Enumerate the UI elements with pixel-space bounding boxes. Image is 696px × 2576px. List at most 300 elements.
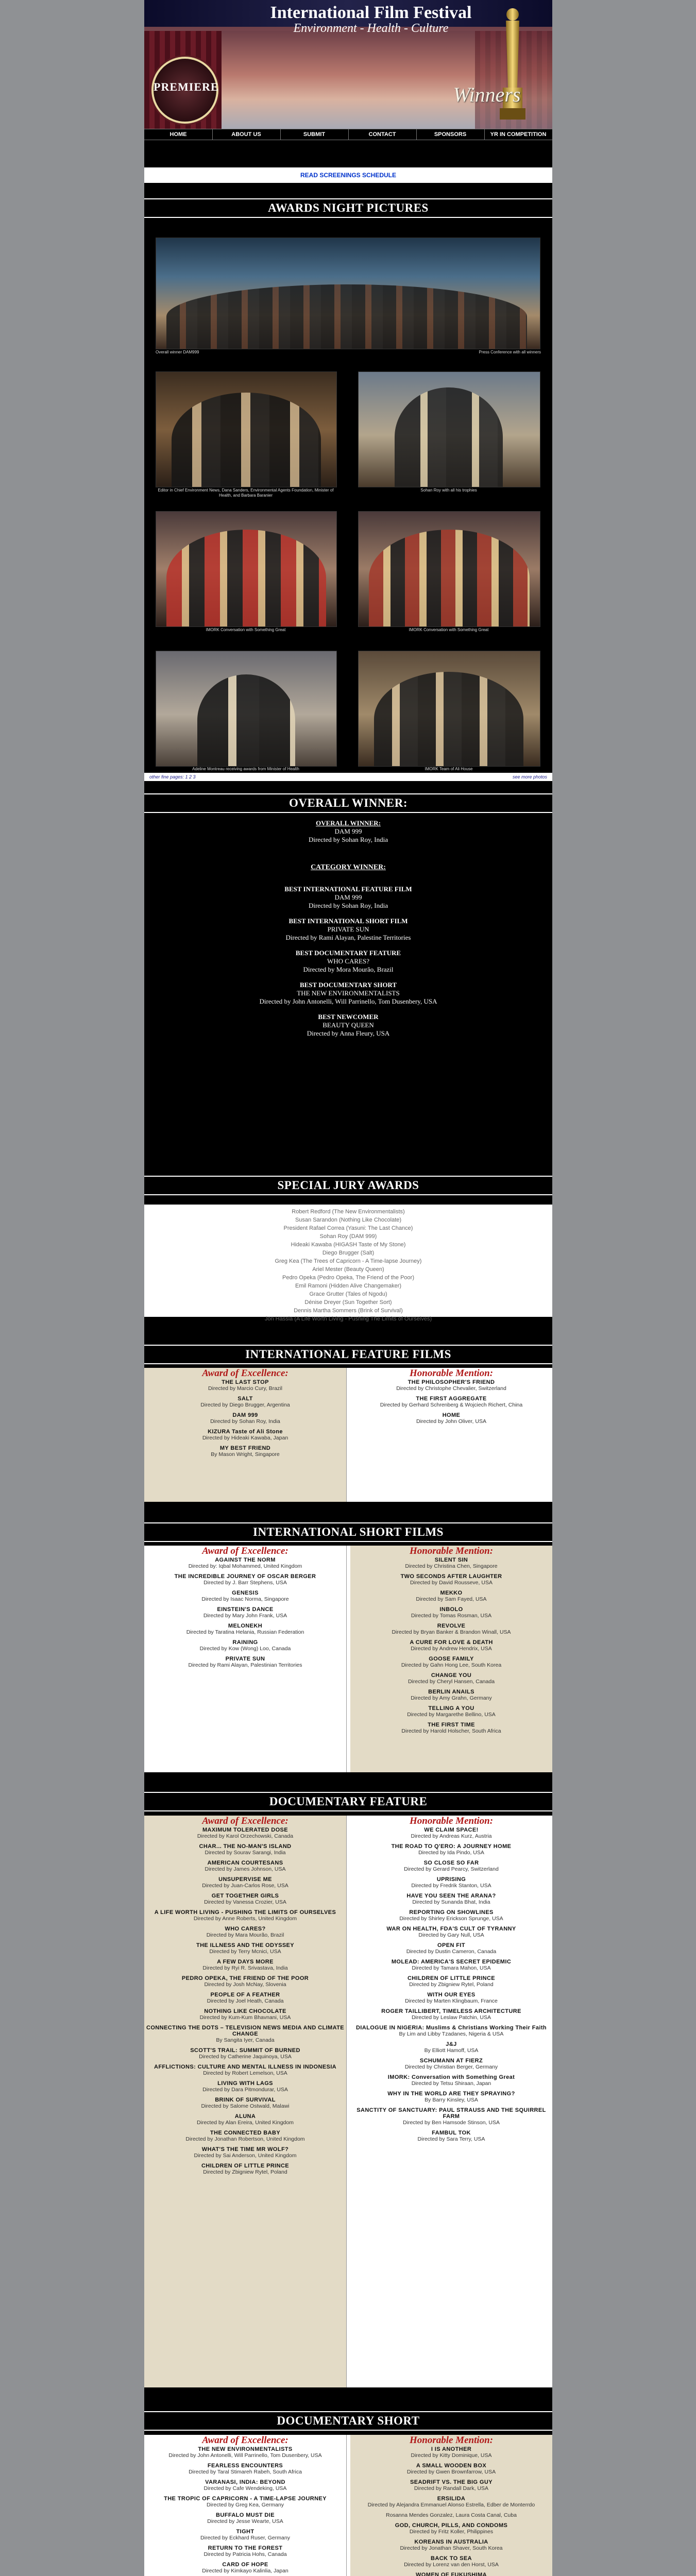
festival-banner (144, 0, 552, 129)
film-director: Directed by Tamara Mahon, USA (412, 1965, 491, 1971)
film-director: Directed by David Rousseve, USA (410, 1580, 493, 1586)
gallery-caption-5: IMORK Conversation with Something Great (206, 628, 286, 632)
film-entry (144, 2097, 346, 2109)
film-entry (144, 2512, 346, 2524)
film-entry (350, 1656, 552, 1668)
film-director: Directed by Joel Heath, Canada (207, 1998, 284, 2004)
film-title: DAM 999 (232, 1412, 258, 1418)
gallery-pages-link[interactable]: other fine pages: 1 2 3 (149, 774, 196, 779)
awards-section-body (144, 1816, 552, 2387)
gallery-photo-5[interactable] (358, 511, 540, 627)
winner-film: PRIVATE SUN (327, 925, 369, 933)
film-entry (144, 2529, 346, 2541)
film-title: SALT (237, 1396, 253, 1402)
photo-figures (166, 530, 326, 626)
winner-director: Directed by Anna Fleury, USA (307, 1029, 390, 1037)
nav-about-us[interactable]: ABOUT US (212, 129, 281, 140)
honorable-mention-heading: Honorable Mention: (409, 1368, 494, 1379)
film-title: MOLEAD: AMERICA'S SECRET EPIDEMIC (391, 1959, 512, 1965)
film-director: Directed by Sam Fayed, USA (416, 1596, 487, 1602)
category-winner-label: CATEGORY WINNER: (311, 863, 386, 871)
film-director: By Lim and Libby Tzadanes, Nigeria & USA (399, 2031, 504, 2037)
film-director: Directed by Sunanda Bhat, India (412, 1899, 490, 1905)
jury-award-item: Sohan Roy (DAM 999) (319, 1233, 377, 1240)
film-title: REPORTING ON SHOWLINES (409, 1909, 494, 1916)
photo-figures (395, 387, 503, 487)
film-entry (144, 1573, 346, 1586)
film-title: CHILDREN OF LITTLE PRINCE (407, 1975, 496, 1981)
film-director: Directed by Ida Pindo, USA (418, 1850, 484, 1856)
jury-award-item: Greg Kea (The Trees of Capricorn - A Time-lapse Journey) (275, 1258, 422, 1264)
film-entry (350, 1843, 552, 1856)
film-entry (144, 1396, 346, 1408)
film-title: A SMALL WOODEN BOX (416, 2463, 487, 2469)
jury-award-item: Grace Grutter (Tales of Ngodu) (309, 1291, 387, 1297)
film-title: MELONEKH (228, 1623, 263, 1629)
see-more-photos-link[interactable]: see more photos (512, 774, 547, 779)
film-director: Directed by Kimkayo Kalinlia, Japan (202, 2568, 288, 2574)
film-entry (350, 1942, 552, 1955)
gallery-caption-2: Press Conference with all winners (479, 350, 541, 354)
film-entry (144, 2064, 346, 2076)
film-entry (350, 1705, 552, 1718)
film-title: THE FIRST TIME (428, 1722, 475, 1728)
film-title: AFFLICTIONS: CULTURE AND MENTAL ILLNESS IN INDONESIA (154, 2064, 337, 2070)
film-director: Directed by Sourav Sarangi, India (205, 1850, 286, 1856)
film-director: Directed by Kow (Wong) Loo, Canada (199, 1646, 291, 1652)
jury-award-item: Dennis Martha Sommers (Brink of Survival) (294, 1308, 403, 1314)
film-entry (350, 2479, 552, 2492)
film-director: Directed by Leslaw Patchin, USA (411, 2014, 491, 2021)
festival-subtitle: Environment - Health - Culture (293, 22, 449, 35)
jury-award-item: Hideaki Kawaba (HIGASH Taste of My Stone) (291, 1242, 406, 1248)
left-column (144, 1368, 347, 1502)
award-of-excellence-heading: Award of Excellence: (202, 1546, 288, 1556)
film-title: PRIVATE SUN (225, 1656, 265, 1662)
gallery-caption-1: Overall winner DAM999 (156, 350, 199, 354)
film-title: GENESIS (232, 1590, 259, 1596)
film-title: WHAT'S THE TIME MR WOLF? (201, 2146, 289, 2153)
festival-seal-logo (151, 57, 218, 124)
film-title: REVOLVE (437, 1623, 466, 1629)
film-director: Directed by Christian Berger, Germany (404, 2064, 498, 2070)
film-entry (350, 1860, 552, 1872)
film-entry (350, 2025, 552, 2037)
film-director: Directed by Hideaki Kawaba, Japan (202, 1435, 288, 1441)
film-director: Directed by Jesse Wearte, USA (207, 2518, 283, 2524)
gallery-footer (144, 773, 552, 781)
film-entry (144, 1623, 346, 1635)
film-entry (350, 1926, 552, 1938)
film-director: Directed by Alan Ereira, United Kingdom (197, 2120, 294, 2126)
film-title: PEDRO OPEKA, THE FRIEND OF THE POOR (181, 1975, 309, 1981)
film-director: Directed by Margarethe Bellino, USA (407, 1711, 496, 1718)
film-director: Directed by Mary John Frank, USA (203, 1613, 287, 1619)
film-entry (144, 2446, 346, 2459)
photo-figures (197, 674, 295, 766)
film-entry (350, 1876, 552, 1889)
nav-contact[interactable]: CONTACT (348, 129, 417, 140)
film-entry (350, 1959, 552, 1971)
film-director: Directed by Catherine Jaquinoya, USA (199, 2054, 292, 2060)
film-entry (144, 2113, 346, 2126)
jury-award-item: Jon Hassla (A Life Worth Living - Pushing The Limits of Ourselves) (264, 1316, 432, 1322)
film-entry (144, 1429, 346, 1441)
special-jury-list (144, 1205, 552, 1322)
film-entry (144, 2163, 346, 2175)
film-title: SCOTT'S TRAIL: SUMMIT OF BURNED (190, 2047, 300, 2054)
main-nav (144, 129, 552, 140)
film-director: Directed by Eckhard Ruser, Germany (200, 2535, 290, 2541)
jury-award-item: Robert Redford (The New Environmentalists) (292, 1209, 405, 1215)
film-director: Directed by Dustin Cameron, Canada (406, 1948, 497, 1955)
winner-director: Directed by Rami Alayan, Palestine Territories (285, 934, 411, 941)
film-entry (350, 1379, 552, 1392)
photo-gallery (144, 219, 552, 773)
film-entry (144, 1412, 346, 1425)
section-header: INTERNATIONAL FEATURE FILMS (144, 1345, 552, 1364)
film-director: Directed by Jonathan Robertson, United Kingdom (185, 2136, 305, 2142)
film-title: CHILDREN OF LITTLE PRINCE (201, 2163, 290, 2169)
right-column (350, 1546, 552, 1772)
jury-award-item: Emil Ramoni (Hidden Alive Changemaker) (295, 1283, 402, 1289)
film-entry (144, 1909, 346, 1922)
film-entry (350, 1672, 552, 1685)
film-director: Directed by Kum-Kum Bhavnani, USA (199, 2014, 291, 2021)
film-title: GOD, CHURCH, PILLS, AND CONDOMS (395, 2522, 508, 2529)
film-title: BACK TO SEA (431, 2555, 472, 2562)
film-title: A FEW DAYS MORE (217, 1959, 274, 1965)
winner-director: Directed by Sohan Roy, India (308, 902, 388, 909)
film-director: Directed by Gerard Pearcy, Switzerland (404, 1866, 499, 1872)
honorable-mention-heading: Honorable Mention: (409, 1816, 494, 1826)
film-title: FAMBUL TOK (432, 2130, 471, 2136)
jury-award-item: Diego Brugger (Salt) (322, 1250, 375, 1256)
jury-award-item: Dénise Dreyer (Sun Together Sort) (304, 1299, 392, 1306)
film-entry (144, 2080, 346, 2093)
gallery-caption-4: Sohan Roy with all his trophies (420, 488, 477, 493)
film-title: IMORK: Conversation with Something Great (387, 2074, 515, 2080)
film-director: Directed by Sohan Roy, India (210, 1418, 280, 1425)
film-entry (350, 1606, 552, 1619)
film-director: Directed by Fredrik Stanton, USA (411, 1883, 491, 1889)
section-header-awards-night: AWARDS NIGHT PICTURES (144, 198, 552, 218)
film-entry (350, 2091, 552, 2103)
film-entry (144, 2025, 346, 2043)
film-entry (350, 2512, 552, 2518)
winner-category-label: BEST NEWCOMER (318, 1013, 379, 1021)
film-title: THE ROAD TO Q'ERO: A JOURNEY HOME (391, 1843, 512, 1850)
film-director: Directed by Salome Ostwald, Malawi (201, 2103, 290, 2109)
film-entry (144, 2545, 346, 2557)
film-entry (144, 2047, 346, 2060)
film-entry (144, 1639, 346, 1652)
film-title: WHO CARES? (225, 1926, 266, 1932)
film-title: THE CONNECTED BABY (210, 2130, 281, 2136)
photo-figures (166, 284, 527, 349)
overall-winner-director: Directed by Sohan Roy, India (308, 836, 388, 843)
honorable-mention-heading: Honorable Mention: (409, 1546, 494, 1556)
film-title: KIZURA Taste of Ali Stone (208, 1429, 283, 1435)
film-entry (144, 2008, 346, 2021)
section-header-overall-winner: OVERALL WINNER: (144, 793, 552, 813)
film-title: PEOPLE OF A FEATHER (210, 1992, 280, 1998)
film-title: HAVE YOU SEEN THE ARANA? (406, 1893, 496, 1899)
film-title: RETURN TO THE FOREST (208, 2545, 283, 2551)
announcement-bar (144, 167, 552, 183)
film-title: GET TOGETHER GIRLS (211, 1893, 279, 1899)
film-title: VARANASI, INDIA: BEYOND (205, 2479, 285, 2485)
nav-home[interactable]: HOME (144, 129, 213, 140)
film-title: CHAR... THE NO-MAN'S ISLAND (199, 1843, 292, 1850)
film-entry (144, 1656, 346, 1668)
film-entry (144, 1379, 346, 1392)
film-entry (350, 1623, 552, 1635)
film-entry (144, 1959, 346, 1971)
section-header: INTERNATIONAL SHORT FILMS (144, 1522, 552, 1542)
gallery-caption-8: IMORK Team of Ali House (425, 767, 473, 771)
film-director: Directed by Zbigniew Rytel, Poland (203, 2169, 287, 2175)
film-director: Directed by Taratina Helania, Russian Federation (186, 1629, 304, 1635)
page-container (144, 0, 552, 2576)
film-director: Directed by Amy Grahn, Germany (411, 1695, 492, 1701)
film-entry (350, 1722, 552, 1734)
film-entry (350, 2130, 552, 2142)
film-entry (144, 1590, 346, 1602)
gallery-caption-3: Editor in Chief Environment News, Dana Sanders, Environmental Agents Foundation, Minister of Health, and Barbara Baranier (158, 488, 334, 498)
honorable-mention-heading: Honorable Mention: (409, 2435, 494, 2446)
film-director: Directed by: Iqbal Mohammed, United Kingdom (188, 1563, 302, 1569)
film-entry (144, 1942, 346, 1955)
film-entry (350, 2572, 552, 2576)
gallery-photo-6[interactable] (156, 651, 337, 767)
film-entry (350, 2107, 552, 2126)
film-entry (350, 2555, 552, 2568)
film-director: Directed by James Johnson, USA (205, 1866, 286, 1872)
festival-title: International Film Festival (270, 3, 472, 22)
photo-figures (374, 672, 523, 766)
film-entry (144, 2496, 346, 2508)
jury-award-item: Pedro Opeka (Pedro Opeka, The Friend of the Poor) (282, 1275, 414, 1281)
section-header-special-jury: SPECIAL JURY AWARDS (144, 1176, 552, 1195)
winner-category-label: BEST INTERNATIONAL SHORT FILM (288, 917, 408, 925)
film-entry (350, 2539, 552, 2551)
jury-award-item: President Rafael Correa (Yasuni: The Last Chance) (283, 1225, 413, 1231)
film-entry (350, 2522, 552, 2535)
film-title: CARD OF HOPE (222, 2562, 268, 2568)
film-entry (350, 1573, 552, 1586)
film-entry (350, 1639, 552, 1652)
right-column (350, 1368, 552, 1502)
film-director: Directed by Marcio Cury, Brazil (208, 1385, 282, 1392)
left-column (144, 1816, 347, 2387)
film-entry (350, 2008, 552, 2021)
awards-section-body (144, 1546, 552, 1772)
gallery-photo-1[interactable] (156, 238, 540, 349)
film-entry (144, 2130, 346, 2142)
film-director: By Elliott Hamoff, USA (424, 2047, 479, 2054)
awards-section-body (144, 2435, 552, 2576)
film-entry (144, 2562, 346, 2574)
film-director: Directed by Patricia Hohs, Canada (203, 2551, 287, 2557)
jury-award-item: Susan Sarandon (Nothing Like Chocolate) (295, 1217, 402, 1223)
film-title: WOMEN OF FUKUSHIMA (416, 2572, 487, 2576)
nav-yr-in-competition[interactable]: YR IN COMPETITION (490, 131, 547, 138)
film-director: Directed by Anne Roberts, United Kingdom (193, 1916, 297, 1922)
gallery-photo-4[interactable] (156, 511, 337, 627)
film-title: UNSUPERVISE ME (218, 1876, 272, 1883)
winner-director: Directed by John Antonelli, Will Parrinello, Tom Dusenbery, USA (259, 997, 437, 1005)
film-title: LIVING WITH LAGS (217, 2080, 273, 2087)
film-title: HOME (442, 1412, 461, 1418)
nav-sponsors[interactable]: SPONSORS (416, 129, 485, 140)
film-title: ALUNA (234, 2113, 256, 2120)
film-director: Directed by Randall Dark, USA (414, 2485, 489, 2492)
winner-film: DAM 999 (334, 893, 362, 901)
film-entry (350, 1909, 552, 1922)
screenings-schedule-link[interactable]: READ SCREENINGS SCHEDULE (300, 172, 397, 179)
film-entry (350, 2074, 552, 2087)
gallery-caption-7: Adeline Montreau receiving awards from Minister of Health (192, 767, 299, 771)
film-title: INBOLO (439, 1606, 463, 1613)
gallery-photo-3[interactable] (358, 371, 540, 487)
gallery-caption-6: IMORK Conversation with Something Great (409, 628, 489, 632)
film-entry (144, 1975, 346, 1988)
photo-figures (172, 393, 321, 487)
film-director: Directed by Marten Klingbaum, France (405, 1998, 498, 2004)
film-title: TWO SECONDS AFTER LAUGHTER (400, 1573, 502, 1580)
film-director: Directed by Cheryl Hansen, Canada (408, 1679, 495, 1685)
winner-director: Directed by Mora Mourão, Brazil (303, 965, 394, 973)
film-title: A CURE FOR LOVE & DEATH (410, 1639, 493, 1646)
film-title: WHY IN THE WORLD ARE THEY SPRAYING? (387, 2091, 515, 2097)
winners-panel (144, 814, 552, 1113)
film-director: Directed by Rami Alayan, Palestinian Territories (188, 1662, 302, 1668)
film-director: Directed by Fritz Koller, Philippines (409, 2529, 494, 2535)
film-entry (144, 2463, 346, 2475)
film-entry (350, 1590, 552, 1602)
film-entry (144, 2479, 346, 2492)
film-entry (350, 2463, 552, 2475)
gallery-photo-7[interactable] (358, 651, 540, 767)
film-entry (144, 2146, 346, 2159)
film-director: Directed by Greg Kea, Germany (207, 2502, 284, 2508)
film-title: WITH OUR EYES (427, 1992, 476, 1998)
film-director: Directed by Tomas Rosman, USA (411, 1613, 492, 1619)
film-director: Directed by Josh McNay, Slovenia (204, 1981, 286, 1988)
film-director: Directed by Vanessa Crozier, USA (204, 1899, 286, 1905)
film-entry (350, 1689, 552, 1701)
film-entry (144, 1827, 346, 1839)
film-entry (350, 1412, 552, 1425)
film-title: NOTHING LIKE CHOCOLATE (204, 2008, 286, 2014)
film-director: Directed by Juan-Carlos Rose, USA (202, 1883, 288, 1889)
film-title: TELLING A YOU (428, 1705, 474, 1711)
film-director: Directed by Lorenz van den Horst, USA (404, 2562, 499, 2568)
film-director: Directed by Sara Terry, USA (417, 2136, 485, 2142)
film-director: Directed by Dara Pitmondurar, USA (202, 2087, 288, 2093)
film-director: Directed by Diego Brugger, Argentina (200, 1402, 290, 1408)
nav-submit[interactable]: SUBMIT (280, 129, 349, 140)
film-title: BUFFALO MUST DIE (216, 2512, 275, 2518)
film-director: Directed by Christina Chen, Singapore (405, 1563, 498, 1569)
gallery-photo-2[interactable] (156, 371, 337, 487)
film-title: SEADRIFT VS. THE BIG GUY (410, 2479, 493, 2485)
film-title: MEKKO (440, 1590, 463, 1596)
film-entry (350, 2496, 552, 2508)
film-title: KOREANS IN AUSTRALIA (414, 2539, 488, 2545)
film-title: THE LAST STOP (222, 1379, 269, 1385)
film-director: Directed by Mara Mourão, Brazil (206, 1932, 284, 1938)
film-title: MY BEST FRIEND (219, 1445, 271, 1451)
film-director: Directed by Tetsu Shiraan, Japan (411, 2080, 491, 2087)
awards-section-body (144, 1368, 552, 1502)
right-column (350, 2435, 552, 2576)
film-title: SCHUMANN AT FIERZ (419, 2058, 483, 2064)
film-director: Directed by Gahn Hong Lee, South Korea (401, 1662, 502, 1668)
jury-award-item: Ariel Mester (Beauty Queen) (312, 1266, 384, 1273)
winner-category-label: BEST DOCUMENTARY FEATURE (295, 949, 401, 957)
film-title: ROGER TAILLIBERT, TIMELESS ARCHITECTURE (381, 2008, 521, 2014)
film-director: Directed by John Oliver, USA (416, 1418, 486, 1425)
film-director: Directed by J. Barr Stephens, USA (203, 1580, 287, 1586)
left-column (144, 2435, 347, 2576)
film-director: Directed by Kitty Dominique, USA (411, 2452, 492, 2459)
film-entry (144, 1893, 346, 1905)
film-entry (144, 1843, 346, 1856)
film-title: BERLIN ANAILS (428, 1689, 474, 1695)
film-entry (350, 1396, 552, 1408)
winner-film: THE NEW ENVIRONMENTALISTS (297, 989, 400, 997)
film-director: Directed by Isaac Norma, Singapore (201, 1596, 289, 1602)
film-title: AGAINST THE NORM (215, 1557, 276, 1563)
film-title: BRINK OF SURVIVAL (215, 2097, 276, 2103)
film-director: Directed by Ryi R. Srivastava, India (202, 1965, 288, 1971)
film-entry (144, 1992, 346, 2004)
film-entry (144, 1606, 346, 1619)
overall-winner-label: OVERALL WINNER: (316, 819, 381, 827)
film-director: Rosanna Mendes Gonzalez, Laura Costa Canal, Cuba (386, 2512, 517, 2518)
film-entry (350, 1975, 552, 1988)
film-title: WAR ON HEALTH, FDA'S CULT OF TYRANNY (386, 1926, 516, 1932)
film-title: TIGHT (236, 2529, 254, 2535)
film-director: Directed by Gerhard Schrenberg & Wojciech Richert, China (380, 1402, 523, 1408)
film-title: RAINING (232, 1639, 258, 1646)
film-title: WE CLAIM SPACE! (424, 1827, 479, 1833)
winners-wordmark: Winners (453, 83, 521, 106)
film-title: THE INCREDIBLE JOURNEY OF OSCAR BERGER (174, 1573, 316, 1580)
film-entry (144, 1876, 346, 1889)
winner-category-label: BEST DOCUMENTARY SHORT (299, 981, 397, 989)
film-title: CHANGE YOU (431, 1672, 472, 1679)
film-director: Directed by Jonathan Shaver, South Korea (400, 2545, 503, 2551)
film-title: FEARLESS ENCOUNTERS (207, 2463, 283, 2469)
award-statue-icon (495, 0, 531, 129)
film-title: CONNECTING THE DOTS – TELEVISION NEWS MEDIA AND CLIMATE CHANGE (146, 2025, 344, 2037)
award-of-excellence-heading: Award of Excellence: (202, 2435, 288, 2446)
film-title: SANCTITY OF SANCTUARY: PAUL STRAUSS AND THE SQUIRREL FARM (357, 2107, 546, 2120)
film-title: AMERICAN COURTESANS (207, 1860, 283, 1866)
winner-film: BEAUTY QUEEN (322, 1021, 374, 1029)
film-title: MAXIMUM TOLERATED DOSE (202, 1827, 288, 1833)
section-header: DOCUMENTARY FEATURE (144, 1792, 552, 1811)
film-director: Directed by Robert Lemelson, USA (203, 2070, 287, 2076)
right-column (350, 1816, 552, 2387)
film-director: Directed by Taral Stimareh Rabeh, South Africa (189, 2469, 302, 2475)
film-director: Directed by John Antonelli, Will Parrinello, Tom Dusenbery, USA (168, 2452, 322, 2459)
winner-film: WHO CARES? (327, 957, 369, 965)
film-director: Directed by Shirley Erickson Sprunge, USA (399, 1916, 503, 1922)
